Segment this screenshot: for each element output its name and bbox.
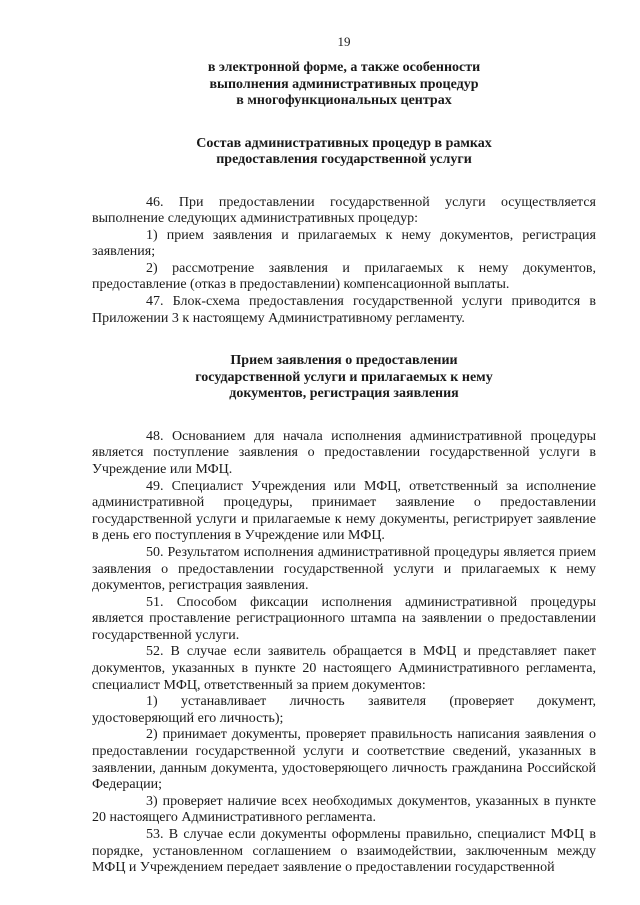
heading-top — [92, 60, 596, 110]
document-page — [92, 34, 596, 877]
section-reception-body — [92, 429, 596, 877]
paragraph-50: 50. Результатом исполнения административной процедуры является прием заявления о предоставлении государственной услуги и прилагаемых к нему документов, регистрация заявления. — [92, 544, 596, 594]
heading-top-line: в многофункциональных центрах — [236, 93, 452, 108]
paragraph-46: 46. При предоставлении государственной услуги осуществляется выполнение следующих административных процедур: — [92, 194, 596, 227]
heading-section-line: Состав административных процедур в рамках — [196, 135, 492, 151]
heading-section-line: Прием заявления о предоставлении — [230, 353, 458, 369]
paragraph-48: 48. Основанием для начала исполнения административной процедуры является поступление заявления о предоставлении государственной услуги в Учреждение или МФЦ. — [92, 428, 596, 477]
heading-top-line: выполнения административных процедур — [209, 76, 479, 92]
paragraph-52-item-3: 3) проверяет наличие всех необходимых документов, указанных в пункте 20 настоящего Административного регламента. — [92, 793, 596, 826]
heading-section-line: документов, регистрация заявления — [229, 386, 459, 402]
paragraph-46-item-1: 1) прием заявления и прилагаемых к нему документов, регистрация заявления; — [92, 227, 596, 260]
paragraph-49: 49. Специалист Учреждения или МФЦ, ответственный за исполнение административной процедуры, принимает заявление о предоставлении государственной услуги и прилагаемые к нему документы, регистрирует заявление в день его поступления в Учреждение или МФЦ. — [92, 478, 596, 544]
page-number: 19 — [337, 34, 351, 49]
paragraph-53: 53. В случае если документы оформлены правильно, специалист МФЦ в порядке, установленном соглашением о взаимодействии, заключенным между МФЦ и Учреждением передает заявление о предоставлении государственной — [92, 827, 596, 876]
heading-section-reception — [92, 353, 596, 403]
paragraph-51: 51. Способом фиксации исполнения административной процедуры является проставление регистрационного штампа на заявлении о предоставлении государственной услуги. — [92, 594, 596, 643]
heading-top-line: в электронной форме, а также особенности — [207, 60, 481, 75]
section-composition-body — [92, 195, 596, 328]
paragraph-52-item-2: 2) принимает документы, проверяет правильность написания заявления о предоставлении государственной услуги и соответствие сведений, указанных в заявлении, данным документа, удостоверяющего личность гражданина Российской Федерации; — [92, 727, 596, 793]
paragraph-46-item-2: 2) рассмотрение заявления и прилагаемых к нему документов, предоставление (отказ в предоставлении) компенсационной выплаты. — [92, 260, 596, 293]
paragraph-52: 52. В случае если заявитель обращается в МФЦ и представляет пакет документов, указанных в пункте 20 настоящего Административного регламента, специалист МФЦ, ответственный за прием документов: — [92, 644, 596, 693]
paragraph-47: 47. Блок-схема предоставления государственной услуги приводится в Приложении 3 к настоящему Административному регламенту. — [92, 294, 596, 326]
paragraph-52-item-1: 1) устанавливает личность заявителя (проверяет документ, удостоверяющий его личность); — [92, 694, 596, 726]
heading-section-composition — [92, 136, 596, 169]
heading-section-line: государственной услуги и прилагаемых к нему — [195, 369, 493, 385]
heading-section-line: предоставления государственной услуги — [216, 152, 472, 167]
